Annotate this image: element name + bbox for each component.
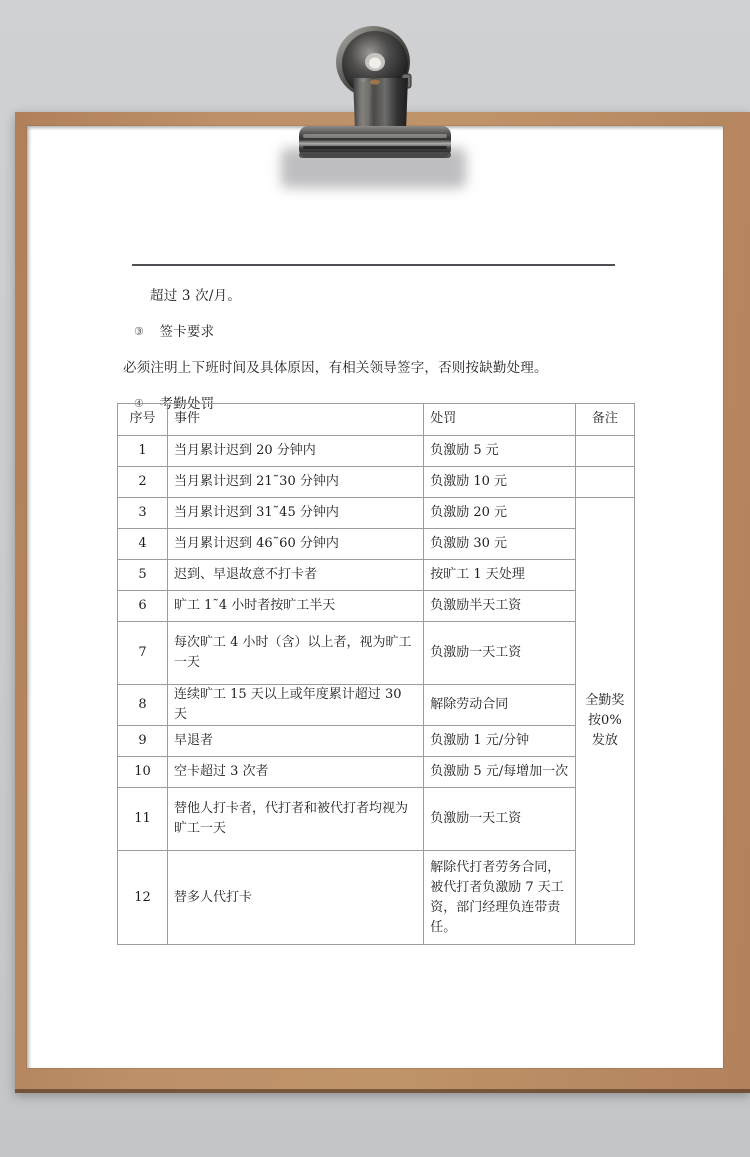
cell-no: 6 [118, 591, 168, 622]
header-cell-punish: 处罚 [424, 404, 576, 436]
paragraph-text: 超过 3 次/月。 [150, 288, 242, 304]
table-row [118, 757, 635, 788]
cell-no: 11 [118, 788, 168, 851]
cell-event: 旷工 1˜4 小时者按旷工半天 [168, 591, 424, 622]
header-cell-event: 事件 [168, 404, 424, 436]
cell-no: 3 [118, 498, 168, 529]
horizontal-rule [132, 264, 615, 266]
table-row [118, 591, 635, 622]
paragraph-line-1 [150, 286, 241, 306]
cell-remark-empty [575, 436, 634, 467]
clip-shadow [281, 148, 466, 188]
table-row [118, 498, 635, 529]
cell-punish: 负激励 1 元/分钟 [424, 726, 576, 757]
cell-punish: 负激励 5 元 [424, 436, 576, 467]
cell-event: 当月累计迟到 31˜45 分钟内 [168, 498, 424, 529]
table-row [118, 467, 635, 498]
cell-no: 7 [118, 622, 168, 685]
cell-event: 当月累计迟到 20 分钟内 [168, 436, 424, 467]
clipboard [15, 112, 750, 1093]
cell-remark-empty [575, 467, 634, 498]
paper-sheet [27, 126, 723, 1068]
cell-event: 每次旷工 4 小时（含）以上者，视为旷工一天 [168, 622, 424, 685]
cell-punish: 解除劳动合同 [424, 685, 576, 726]
cell-punish: 按旷工 1 天处理 [424, 560, 576, 591]
cell-no: 12 [118, 851, 168, 945]
paragraph-text: 签卡要求 [159, 324, 215, 340]
cell-no: 10 [118, 757, 168, 788]
table-row [118, 685, 635, 726]
cell-event: 迟到、早退故意不打卡者 [168, 560, 424, 591]
cell-punish: 负激励 10 元 [424, 467, 576, 498]
table-body [118, 436, 635, 945]
cell-no: 8 [118, 685, 168, 726]
paragraph-text: 考勤处罚 [159, 396, 215, 412]
cell-no: 4 [118, 529, 168, 560]
cell-event: 早退者 [168, 726, 424, 757]
table-row [118, 560, 635, 591]
cell-event: 当月累计迟到 46˜60 分钟内 [168, 529, 424, 560]
paragraph-text: 必须注明上下班时间及具体原因，有相关领导签字，否则按缺勤处理。 [123, 360, 548, 376]
binder-clip-icon [275, 22, 475, 172]
table-header-row [118, 404, 635, 436]
header-cell-remark: 备注 [575, 404, 634, 436]
cell-punish: 负激励一天工资 [424, 788, 576, 851]
document-body [27, 126, 723, 1068]
table-row [118, 788, 635, 851]
paragraph-line-3 [123, 358, 548, 378]
attendance-penalty-table [117, 403, 635, 945]
table-row [118, 622, 635, 685]
cell-no: 2 [118, 467, 168, 498]
cell-no: 5 [118, 560, 168, 591]
circled-number-3-icon: ③ [133, 325, 145, 338]
cell-punish: 解除代打者劳务合同，被代打者负激励 7 天工资，部门经理负连带责任。 [424, 851, 576, 945]
cell-no: 9 [118, 726, 168, 757]
circled-number-4-icon: ④ [133, 397, 145, 410]
table-row [118, 851, 635, 945]
cell-event: 连续旷工 15 天以上或年度累计超过 30 天 [168, 685, 424, 726]
cell-event: 替他人打卡者，代打者和被代打者均视为旷工一天 [168, 788, 424, 851]
table-row [118, 436, 635, 467]
cell-punish: 负激励 20 元 [424, 498, 576, 529]
table-row [118, 726, 635, 757]
cell-punish: 负激励一天工资 [424, 622, 576, 685]
cell-event: 替多人代打卡 [168, 851, 424, 945]
cell-punish: 负激励 5 元/每增加一次 [424, 757, 576, 788]
cell-event: 当月累计迟到 21˜30 分钟内 [168, 467, 424, 498]
table-row [118, 529, 635, 560]
header-cell-no: 序号 [118, 404, 168, 436]
cell-no: 1 [118, 436, 168, 467]
cell-event: 空卡超过 3 次者 [168, 757, 424, 788]
cell-punish: 负激励半天工资 [424, 591, 576, 622]
paragraph-line-2 [132, 322, 214, 342]
cell-punish: 负激励 30 元 [424, 529, 576, 560]
cell-remark-merged: 全勤奖按0%发放 [575, 498, 634, 945]
